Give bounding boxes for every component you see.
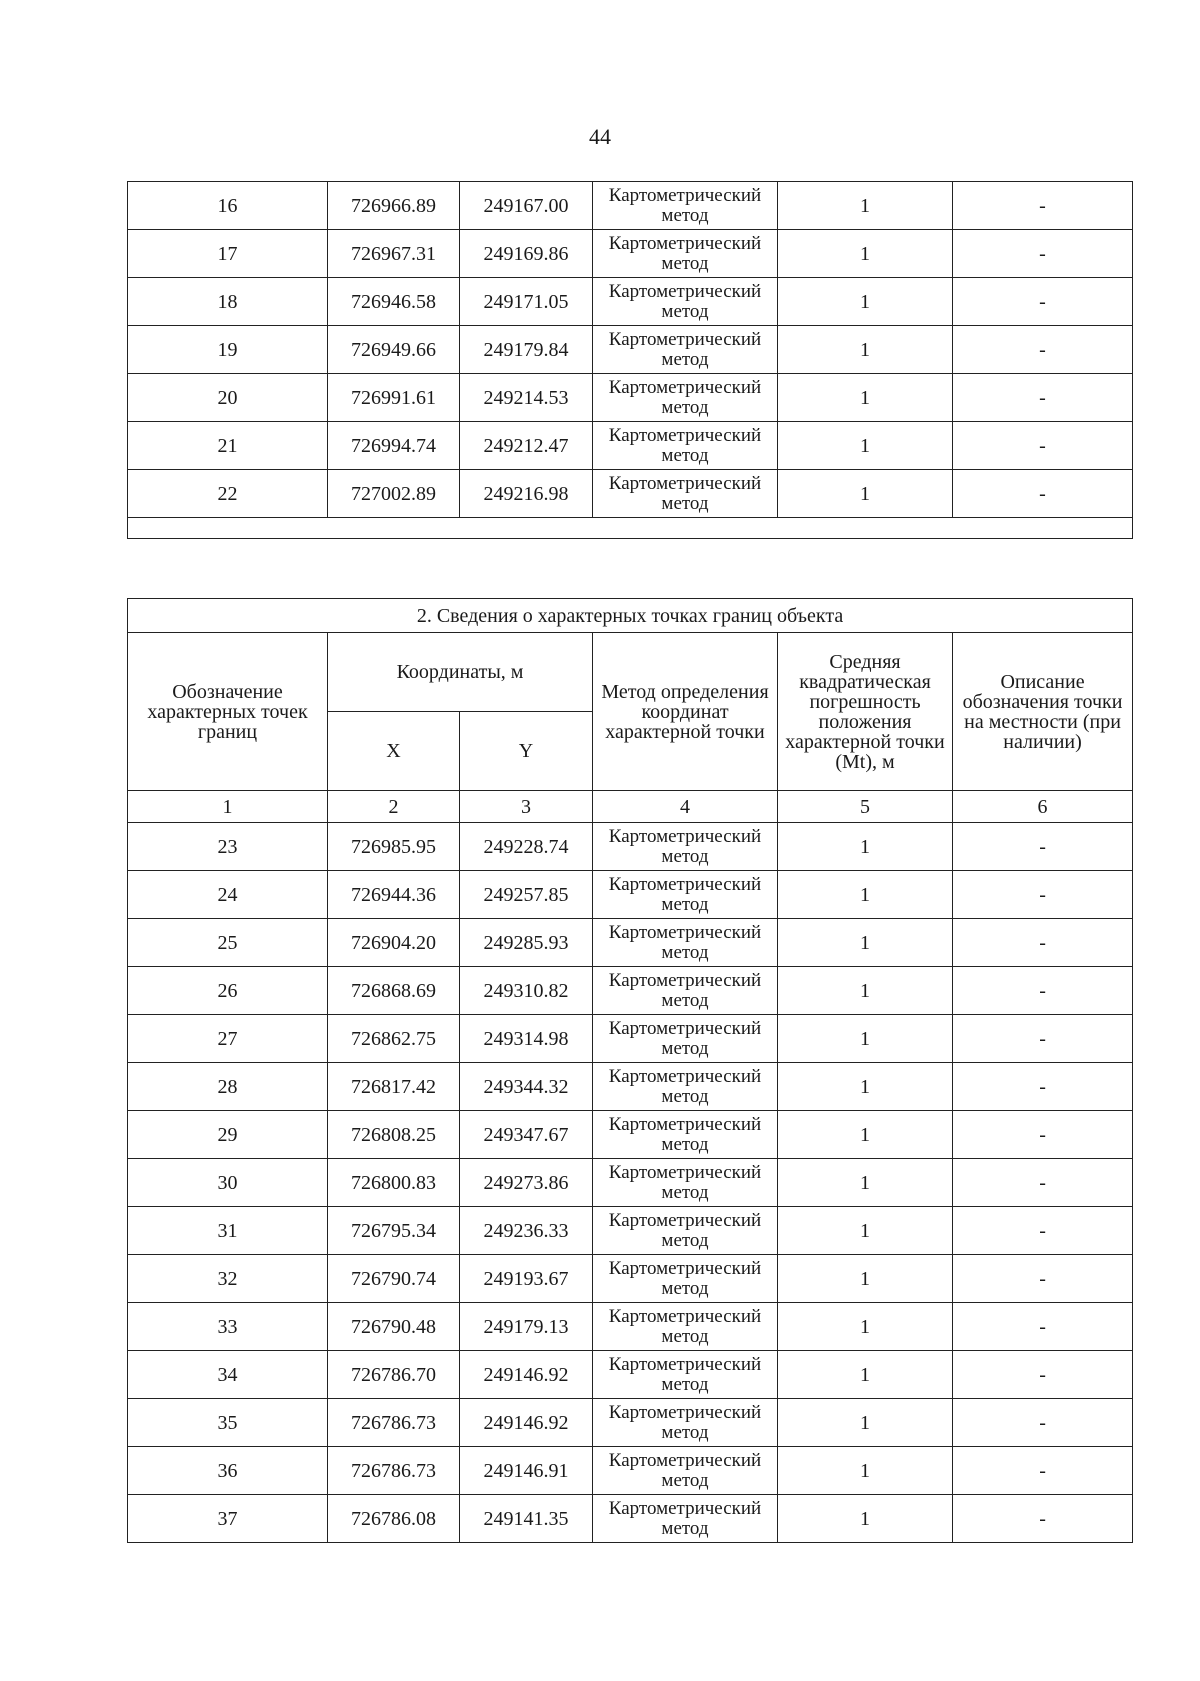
description-value: -	[953, 1351, 1133, 1399]
header-accuracy: Средняя квадратическая погрешность положения характерной точки (Mt), м	[778, 633, 953, 791]
method-text-cont: метод	[661, 1229, 709, 1251]
column-numbers-row	[128, 791, 1133, 823]
description-value: -	[953, 871, 1133, 919]
point-number: 16	[128, 182, 328, 230]
coord-x: 726790.74	[328, 1255, 460, 1303]
method-text-cont: метод	[661, 252, 709, 274]
description-value: -	[953, 1063, 1133, 1111]
header-row-1	[128, 633, 1133, 712]
method-text: Картометрический	[608, 424, 762, 446]
point-number: 33	[128, 1303, 328, 1351]
method-text-cont: метод	[661, 1421, 709, 1443]
coord-y: 249314.98	[460, 1015, 593, 1063]
method-text: Картометрический	[608, 376, 762, 398]
header-method: Метод определения координат характерной точки	[593, 633, 778, 791]
method-text: Картометрический	[608, 1497, 762, 1519]
description-value: -	[953, 1447, 1133, 1495]
method-text-cont: метод	[661, 989, 709, 1011]
coord-x: 726808.25	[328, 1111, 460, 1159]
method-cell	[593, 1063, 778, 1111]
table-row	[128, 470, 1133, 518]
description-value: -	[953, 278, 1133, 326]
coord-y: 249285.93	[460, 919, 593, 967]
method-cell	[593, 1447, 778, 1495]
method-text-cont: метод	[661, 300, 709, 322]
column-number: 1	[128, 791, 328, 823]
accuracy-value: 1	[778, 1447, 953, 1495]
method-text-cont: метод	[661, 893, 709, 915]
description-value: -	[953, 1111, 1133, 1159]
method-cell	[593, 326, 778, 374]
method-text: Картометрический	[608, 825, 762, 847]
table-row	[128, 182, 1133, 230]
accuracy-value: 1	[778, 1111, 953, 1159]
method-cell	[593, 230, 778, 278]
table-row	[128, 1399, 1133, 1447]
accuracy-value: 1	[778, 374, 953, 422]
coord-y: 249273.86	[460, 1159, 593, 1207]
header-description: Описание обозначения точки на местности (при наличии)	[953, 633, 1133, 791]
accuracy-value: 1	[778, 1255, 953, 1303]
accuracy-value: 1	[778, 1159, 953, 1207]
accuracy-value: 1	[778, 1351, 953, 1399]
table-row	[128, 967, 1133, 1015]
section-title: 2. Сведения о характерных точках границ объекта	[128, 599, 1133, 633]
method-text: Картометрический	[608, 1161, 762, 1183]
accuracy-value: 1	[778, 1063, 953, 1111]
coord-y: 249344.32	[460, 1063, 593, 1111]
table-row	[128, 1159, 1133, 1207]
coord-y: 249310.82	[460, 967, 593, 1015]
coord-x: 726991.61	[328, 374, 460, 422]
point-number: 36	[128, 1447, 328, 1495]
point-number: 25	[128, 919, 328, 967]
method-text-cont: метод	[661, 1517, 709, 1539]
accuracy-value: 1	[778, 182, 953, 230]
coord-y: 249167.00	[460, 182, 593, 230]
coord-x: 726966.89	[328, 182, 460, 230]
method-text: Картометрический	[608, 1353, 762, 1375]
method-text-cont: метод	[661, 1085, 709, 1107]
method-text: Картометрический	[608, 1065, 762, 1087]
boundary-points-table	[127, 598, 1133, 1543]
description-value: -	[953, 470, 1133, 518]
coord-y: 249146.91	[460, 1447, 593, 1495]
coord-y: 249169.86	[460, 230, 593, 278]
description-value: -	[953, 1303, 1133, 1351]
column-number: 4	[593, 791, 778, 823]
accuracy-value: 1	[778, 1495, 953, 1543]
method-text: Картометрический	[608, 1401, 762, 1423]
coord-y: 249179.84	[460, 326, 593, 374]
point-number: 29	[128, 1111, 328, 1159]
column-number: 5	[778, 791, 953, 823]
method-cell	[593, 1015, 778, 1063]
column-number: 2	[328, 791, 460, 823]
table-row	[128, 871, 1133, 919]
coord-x: 726985.95	[328, 823, 460, 871]
method-text-cont: метод	[661, 492, 709, 514]
method-text: Картометрический	[608, 1449, 762, 1471]
method-text-cont: метод	[661, 845, 709, 867]
coord-y: 249236.33	[460, 1207, 593, 1255]
boundary-points-table-body	[128, 823, 1133, 1543]
method-text-cont: метод	[661, 1181, 709, 1203]
description-value: -	[953, 326, 1133, 374]
table-row	[128, 326, 1133, 374]
point-number: 31	[128, 1207, 328, 1255]
accuracy-value: 1	[778, 1303, 953, 1351]
method-text: Картометрический	[608, 232, 762, 254]
method-text: Картометрический	[608, 1017, 762, 1039]
description-value: -	[953, 1399, 1133, 1447]
coord-y: 249212.47	[460, 422, 593, 470]
method-cell	[593, 919, 778, 967]
method-text: Картометрический	[608, 873, 762, 895]
accuracy-value: 1	[778, 470, 953, 518]
coord-x: 726786.73	[328, 1399, 460, 1447]
table-row	[128, 278, 1133, 326]
coord-y: 249347.67	[460, 1111, 593, 1159]
method-text-cont: метод	[661, 1037, 709, 1059]
coordinates-table-continued-body	[128, 182, 1133, 539]
coord-x: 726795.34	[328, 1207, 460, 1255]
method-text: Картометрический	[608, 184, 762, 206]
table-row	[128, 422, 1133, 470]
page-number: 44	[589, 124, 611, 149]
coord-y: 249193.67	[460, 1255, 593, 1303]
method-text: Картометрический	[608, 1257, 762, 1279]
coord-x: 726946.58	[328, 278, 460, 326]
coord-x: 726904.20	[328, 919, 460, 967]
method-text: Картометрический	[608, 969, 762, 991]
point-number: 35	[128, 1399, 328, 1447]
method-cell	[593, 1111, 778, 1159]
coord-y: 249179.13	[460, 1303, 593, 1351]
header-designation: Обозначение характерных точек границ	[128, 633, 328, 791]
point-number: 32	[128, 1255, 328, 1303]
accuracy-value: 1	[778, 919, 953, 967]
coord-x: 726949.66	[328, 326, 460, 374]
point-number: 24	[128, 871, 328, 919]
method-cell	[593, 1255, 778, 1303]
method-cell	[593, 1495, 778, 1543]
accuracy-value: 1	[778, 1399, 953, 1447]
method-text: Картометрический	[608, 921, 762, 943]
accuracy-value: 1	[778, 823, 953, 871]
method-text-cont: метод	[661, 941, 709, 963]
description-value: -	[953, 1015, 1133, 1063]
method-text: Картометрический	[608, 472, 762, 494]
description-value: -	[953, 374, 1133, 422]
coord-y: 249228.74	[460, 823, 593, 871]
coord-x: 726817.42	[328, 1063, 460, 1111]
coord-y: 249171.05	[460, 278, 593, 326]
coord-x: 726944.36	[328, 871, 460, 919]
coord-x: 727002.89	[328, 470, 460, 518]
point-number: 27	[128, 1015, 328, 1063]
method-cell	[593, 182, 778, 230]
coord-y: 249257.85	[460, 871, 593, 919]
coord-y: 249146.92	[460, 1351, 593, 1399]
point-number: 21	[128, 422, 328, 470]
method-cell	[593, 1159, 778, 1207]
table-row	[128, 1495, 1133, 1543]
table-row	[128, 230, 1133, 278]
coord-x: 726862.75	[328, 1015, 460, 1063]
method-cell	[593, 278, 778, 326]
method-cell	[593, 422, 778, 470]
method-text: Картометрический	[608, 1113, 762, 1135]
point-number: 34	[128, 1351, 328, 1399]
table-row	[128, 374, 1133, 422]
accuracy-value: 1	[778, 1015, 953, 1063]
method-cell	[593, 1351, 778, 1399]
method-cell	[593, 1207, 778, 1255]
accuracy-value: 1	[778, 1207, 953, 1255]
point-number: 23	[128, 823, 328, 871]
description-value: -	[953, 967, 1133, 1015]
header-y: Y	[460, 712, 593, 791]
method-cell	[593, 871, 778, 919]
table-row	[128, 1303, 1133, 1351]
method-text-cont: метод	[661, 1325, 709, 1347]
method-text-cont: метод	[661, 396, 709, 418]
description-value: -	[953, 1495, 1133, 1543]
description-value: -	[953, 1207, 1133, 1255]
table-row	[128, 1063, 1133, 1111]
point-number: 30	[128, 1159, 328, 1207]
accuracy-value: 1	[778, 326, 953, 374]
method-text-cont: метод	[661, 1133, 709, 1155]
method-cell	[593, 823, 778, 871]
point-number: 19	[128, 326, 328, 374]
method-cell	[593, 1399, 778, 1447]
table-row	[128, 1111, 1133, 1159]
coord-x: 726800.83	[328, 1159, 460, 1207]
method-text-cont: метод	[661, 1469, 709, 1491]
table-row	[128, 1447, 1133, 1495]
method-text: Картометрический	[608, 1209, 762, 1231]
column-number: 6	[953, 791, 1133, 823]
coord-x: 726994.74	[328, 422, 460, 470]
coordinates-table-continued	[127, 181, 1133, 539]
coord-y: 249214.53	[460, 374, 593, 422]
coord-y: 249141.35	[460, 1495, 593, 1543]
method-text-cont: метод	[661, 1373, 709, 1395]
column-number: 3	[460, 791, 593, 823]
method-text: Картометрический	[608, 328, 762, 350]
point-number: 20	[128, 374, 328, 422]
description-value: -	[953, 1159, 1133, 1207]
coord-x: 726967.31	[328, 230, 460, 278]
method-text-cont: метод	[661, 204, 709, 226]
method-text-cont: метод	[661, 348, 709, 370]
method-cell	[593, 374, 778, 422]
accuracy-value: 1	[778, 278, 953, 326]
point-number: 37	[128, 1495, 328, 1543]
method-text-cont: метод	[661, 444, 709, 466]
accuracy-value: 1	[778, 422, 953, 470]
point-number: 22	[128, 470, 328, 518]
method-text: Картометрический	[608, 1305, 762, 1327]
point-number: 26	[128, 967, 328, 1015]
description-value: -	[953, 823, 1133, 871]
description-value: -	[953, 182, 1133, 230]
accuracy-value: 1	[778, 230, 953, 278]
method-text-cont: метод	[661, 1277, 709, 1299]
point-number: 28	[128, 1063, 328, 1111]
section-title-row	[128, 599, 1133, 633]
coord-x: 726786.70	[328, 1351, 460, 1399]
method-cell	[593, 1303, 778, 1351]
accuracy-value: 1	[778, 967, 953, 1015]
description-value: -	[953, 422, 1133, 470]
coord-y: 249216.98	[460, 470, 593, 518]
table-row	[128, 1015, 1133, 1063]
header-x: X	[328, 712, 460, 791]
table-row	[128, 1255, 1133, 1303]
method-cell	[593, 470, 778, 518]
coord-x: 726786.73	[328, 1447, 460, 1495]
coord-x: 726790.48	[328, 1303, 460, 1351]
table-row	[128, 1351, 1133, 1399]
coord-x: 726868.69	[328, 967, 460, 1015]
accuracy-value: 1	[778, 871, 953, 919]
method-cell	[593, 967, 778, 1015]
header-coordinates: Координаты, м	[328, 633, 593, 712]
point-number: 18	[128, 278, 328, 326]
table-row	[128, 1207, 1133, 1255]
empty-cell	[128, 518, 1133, 539]
description-value: -	[953, 230, 1133, 278]
table-row	[128, 823, 1133, 871]
point-number: 17	[128, 230, 328, 278]
coord-x: 726786.08	[328, 1495, 460, 1543]
empty-row	[128, 518, 1133, 539]
table-row	[128, 919, 1133, 967]
description-value: -	[953, 1255, 1133, 1303]
coord-y: 249146.92	[460, 1399, 593, 1447]
description-value: -	[953, 919, 1133, 967]
method-text: Картометрический	[608, 280, 762, 302]
